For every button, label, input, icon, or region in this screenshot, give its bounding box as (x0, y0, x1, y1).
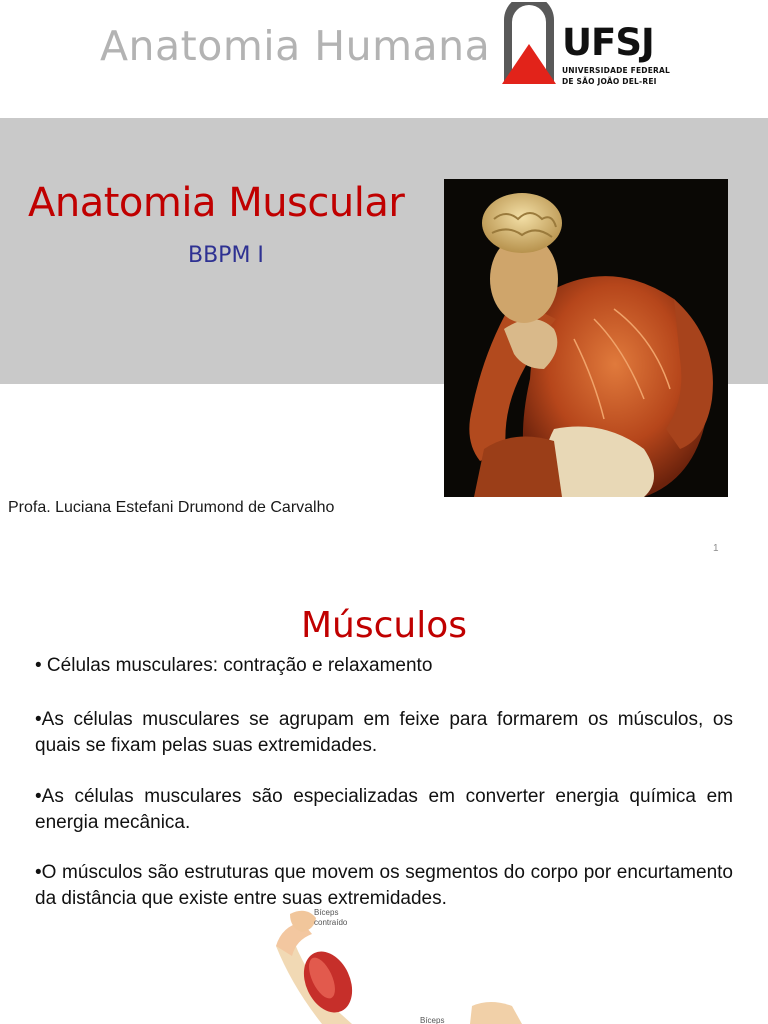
section-title: Músculos (300, 605, 468, 646)
page-number: 1 (713, 543, 719, 554)
plastinated-body-icon (444, 179, 728, 497)
slide-subtitle: BBPM I (188, 243, 264, 268)
figure-label-biceps: Bíceps (420, 1016, 445, 1024)
logo-wordmark: UFSJ (562, 21, 654, 64)
biceps-figure (262, 906, 522, 1024)
header-title: Anatomia Humana (100, 22, 491, 70)
bullet-item: •As células musculares se agrupam em feixe para formarem os músculos, os quais se fixam pelas suas extremidades. (35, 709, 733, 756)
plastinated-body-photo (444, 179, 728, 497)
logo-subline-1: UNIVERSIDADE FEDERAL (562, 66, 670, 75)
bullet-item: •O músculos são estruturas que movem os segmentos do corpo por encurtamento da distância que existe entre suas extremidades. (35, 862, 733, 909)
ufsj-emblem-icon (498, 2, 560, 88)
ufsj-logo (498, 2, 670, 88)
logo-subline-2: DE SÃO JOÃO DEL-REI (562, 77, 657, 86)
author-name: Profa. Luciana Estefani Drumond de Carvalho (8, 499, 335, 516)
biceps-arm-icon (262, 906, 522, 1024)
bullet-item: •As células musculares são especializadas em converter energia química em energia mecânica. (35, 786, 733, 833)
slide-title: Anatomia Muscular (28, 180, 405, 226)
bullet-item: • Células musculares: contração e relaxamento (35, 655, 433, 676)
figure-label-contracted: Bíceps contraído (314, 908, 348, 927)
